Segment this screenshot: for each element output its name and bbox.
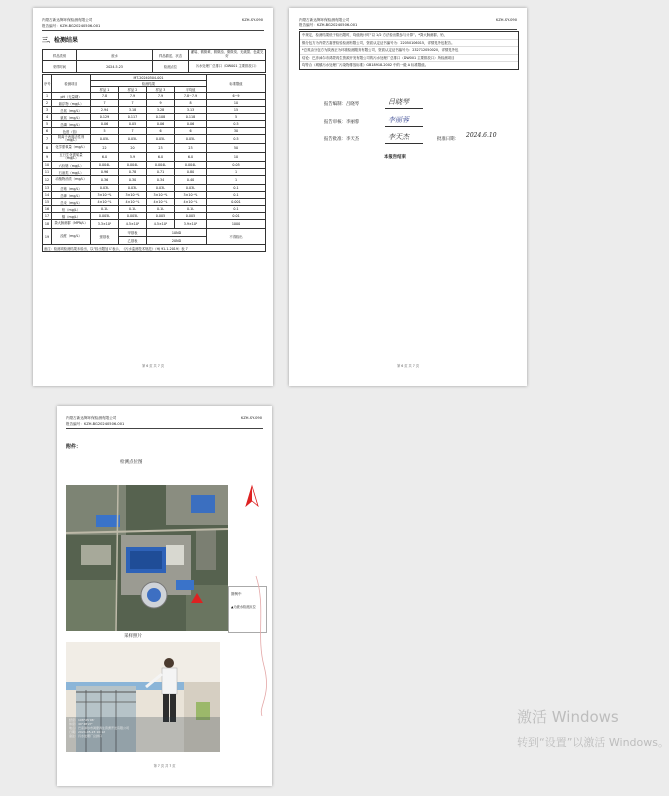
- page-footer: 第 7 页 共 7 页: [153, 764, 176, 768]
- meta-label: 样品类别: [43, 50, 77, 61]
- cell-s2: 0.117: [119, 114, 147, 121]
- company-name: 内蒙古新达辉环保检测有限公司: [299, 18, 350, 22]
- cell-limit: 0.05: [207, 162, 266, 169]
- cell-s3: 0.1L: [147, 206, 175, 213]
- cell-s1: 0.03L: [91, 185, 119, 192]
- conclusion-line: *总氮由分包方为陕西正为环境检测服务有限公司，资质认定证书编号为：232712050020，详情见外包: [300, 47, 518, 55]
- cell-s2: 20: [119, 144, 147, 153]
- table-row: [43, 107, 266, 114]
- table-row: [43, 169, 266, 176]
- cell-no: 16: [43, 206, 52, 213]
- cell-item: 石油类（mg/L）: [52, 169, 91, 176]
- table-row: [43, 206, 266, 213]
- cell-limit: 0.5: [207, 135, 266, 144]
- cell-no: 15: [43, 199, 52, 206]
- cell-s3: 4.5×10²: [147, 220, 175, 229]
- cell-s1: 0.06: [91, 121, 119, 128]
- table-row: [43, 100, 266, 107]
- cell-s1: 0.005L: [91, 213, 119, 220]
- cell-s2: 3.18: [119, 107, 147, 114]
- cell-s1: 7.8: [91, 93, 119, 100]
- signature-line: [385, 143, 423, 144]
- activate-windows-title: 激活 Windows: [517, 708, 619, 726]
- company-name: 内蒙古新达辉环保检测有限公司: [66, 416, 117, 420]
- cell-item: 总氮（mg/L）: [52, 107, 91, 114]
- cell-s3: 0.71: [147, 169, 175, 176]
- table-row: [43, 199, 266, 206]
- cell-avg: 0.40: [175, 176, 207, 185]
- cell-s2: 0.1L: [119, 206, 147, 213]
- report-number: 报告编号：KZH-BG20240506-001: [66, 422, 125, 426]
- meta-label: 检测点位: [153, 61, 189, 73]
- conclusion-box: [299, 31, 519, 70]
- cell-s2: 0.005L: [119, 213, 147, 220]
- table-row: [43, 176, 266, 185]
- caption-line: 纬度：40°48′27″: [69, 722, 93, 726]
- cell-s2: 7.9: [119, 93, 147, 100]
- header-rule: [299, 29, 517, 30]
- cell-item: 总汞（mg/L）: [52, 199, 91, 206]
- row-19-v2: 20ND: [147, 237, 207, 245]
- map-title: 检测点位图: [120, 460, 143, 465]
- cell-s3: 0.06: [147, 121, 175, 128]
- photo-title: 采样照片: [124, 634, 142, 639]
- col-header-average: 平均值: [175, 87, 207, 93]
- sample-id: MT-20240504-001: [91, 75, 207, 81]
- meta-value: 废水: [77, 50, 153, 61]
- cell-s2: 7: [119, 128, 147, 135]
- detection-point-map: [66, 485, 228, 631]
- cell-item: pH（无量纲）: [52, 93, 91, 100]
- row-19-no: 19: [43, 229, 52, 245]
- cell-limit: 0.01: [207, 213, 266, 220]
- attachment-label: 附件：: [66, 444, 82, 450]
- cell-no: 18: [43, 220, 52, 229]
- cell-s1: 0.05L: [91, 135, 119, 144]
- cell-s2: 0.004L: [119, 162, 147, 169]
- satellite-image: [66, 485, 228, 631]
- cell-item: 阴离子表面活性剂（mg/L）: [52, 135, 91, 144]
- cell-s3: 4×10⁻⁵L: [147, 199, 175, 206]
- cell-no: 10: [43, 162, 52, 169]
- cell-s2: 0.30: [119, 176, 147, 185]
- approver-label: 报告批准：李天杰: [324, 137, 360, 142]
- signature-line: [385, 108, 423, 109]
- meta-label: 采样时间: [43, 61, 77, 73]
- row-19-sub1: 甲基表: [119, 229, 147, 237]
- report-number: 报告编号：KZH-BG20240506-001: [42, 24, 101, 28]
- cell-no: 6: [43, 128, 52, 135]
- approve-date-label: 批准日期：: [437, 137, 459, 142]
- cell-s1: 4×10⁻⁵L: [91, 199, 119, 206]
- table-row: [43, 121, 266, 128]
- cell-s1: 5: [91, 128, 119, 135]
- cell-limit: 0.1: [207, 192, 266, 199]
- cell-limit: 0.1: [207, 185, 266, 192]
- cell-s3: 9: [147, 100, 175, 107]
- cell-avg: 0.118: [175, 114, 207, 121]
- cell-no: 4: [43, 114, 52, 121]
- cell-s3: 0.34: [147, 176, 175, 185]
- cell-s3: 0.05L: [147, 135, 175, 144]
- cell-avg: 0.004L: [175, 162, 207, 169]
- cell-no: 12: [43, 176, 52, 185]
- cell-no: 2: [43, 100, 52, 107]
- conclusion-line: 均符合《城镇污水处理厂污染物排放标准》GB18918-2002 中的一级 A 标准限值。: [302, 63, 429, 68]
- header-rule: [66, 428, 263, 429]
- cell-item: 悬浮物（mg/L）: [52, 100, 91, 107]
- cell-no: 7: [43, 135, 52, 144]
- signature-line: [385, 126, 423, 127]
- row-19-main: 颈基表: [91, 229, 119, 245]
- cell-limit: 30: [207, 128, 266, 135]
- caption-line: 备注：污水处理厂总排口: [69, 734, 103, 738]
- doc-code: KZH-SY-090: [241, 18, 263, 22]
- cell-s1: 2.94: [91, 107, 119, 114]
- cell-no: 11: [43, 169, 52, 176]
- cell-avg: 3.13: [175, 107, 207, 114]
- cell-s1: 3.3×10²: [91, 220, 119, 229]
- conclusion-line: 镉分包方为内蒙古嘉誉检验检测有限公司，资质认定证书编号为：22050106015，详情见外包报告。: [300, 40, 518, 48]
- table-row: [43, 114, 266, 121]
- col-header-sample-2: 样品 2: [119, 87, 147, 93]
- cell-s1: 0.004L: [91, 162, 119, 169]
- cell-limit: 10: [207, 153, 266, 162]
- cell-avg: 0.05L: [175, 135, 207, 144]
- cell-item: 粪大肠菌群（MPN/L）: [52, 220, 91, 229]
- cell-limit: 0.001: [207, 199, 266, 206]
- cell-item: 镉（mg/L）: [52, 213, 91, 220]
- report-page-7: [57, 406, 272, 786]
- cell-s1: 7: [91, 100, 119, 107]
- page-footer: 第 6 页 共 7 页: [397, 364, 419, 368]
- row-19-sub2: 乙基表: [119, 237, 147, 245]
- cell-item: 色度（倍）: [52, 128, 91, 135]
- cell-avg: 3×10⁻⁴L: [175, 192, 207, 199]
- cell-s2: 3×10⁻⁴L: [119, 192, 147, 199]
- cell-limit: 15: [207, 107, 266, 114]
- sampling-photo: [66, 642, 220, 752]
- cell-item: 动植物油类（mg/L）: [52, 176, 91, 185]
- cell-s3: 6: [147, 128, 175, 135]
- table-row: [43, 192, 266, 199]
- cell-s1: 22: [91, 144, 119, 153]
- cell-avg: 7.8~7.9: [175, 93, 207, 100]
- cell-limit: 10: [207, 100, 266, 107]
- cell-limit: 0.5: [207, 121, 266, 128]
- table-row: [43, 162, 266, 169]
- cell-s2: 4.5×10²: [119, 220, 147, 229]
- cell-no: 9: [43, 153, 52, 162]
- cell-avg: 0.03L: [175, 185, 207, 192]
- cell-s1: 6.0: [91, 153, 119, 162]
- cell-no: 8: [43, 144, 52, 153]
- cell-item: 五日生化需氧量（mg/L）: [52, 153, 91, 162]
- photo-watermark-caption: [69, 718, 129, 738]
- cell-s2: 7: [119, 100, 147, 107]
- cell-no: 5: [43, 121, 52, 128]
- cell-s3: 0.108: [147, 114, 175, 121]
- table-row: [43, 153, 266, 162]
- caption-line: 地点：巴彦淖尔市鸿蒙再生资源开发有限公司: [69, 726, 130, 730]
- cell-avg: 0.06: [175, 121, 207, 128]
- cell-s3: 3×10⁻⁴L: [147, 192, 175, 199]
- cell-avg: 3.9×10²: [175, 220, 207, 229]
- end-of-report: 本报告结束: [384, 155, 406, 160]
- cell-avg: 0.1L: [175, 206, 207, 213]
- cell-item: 总磷（mg/L）: [52, 121, 91, 128]
- cell-s1: 0.36: [91, 176, 119, 185]
- cell-s3: 0.004L: [147, 162, 175, 169]
- cell-limit: 1: [207, 176, 266, 185]
- north-arrow-icon: [245, 486, 259, 508]
- caption-line: 日期：2024-05-23 10:12: [69, 730, 106, 734]
- cell-s2: 4×10⁻⁵L: [119, 199, 147, 206]
- caption-line: 经度：108°25′06″: [69, 718, 95, 722]
- cell-s3: 6.0: [147, 153, 175, 162]
- cell-avg: 23: [175, 144, 207, 153]
- result-table: [42, 74, 266, 252]
- report-number: 报告编号：KZH-BG20240506-001: [299, 23, 358, 27]
- report-page-6: [33, 8, 273, 386]
- table-row: [43, 220, 266, 229]
- remark: 备注：检测项检测结果未检出，以“检出限加 L”表示，《污水监测技术规范》（HJ 91.1-2019）表 7: [43, 245, 266, 252]
- table-row: [43, 185, 266, 192]
- cell-s3: 23: [147, 144, 175, 153]
- row-19-item: 浊度（mg/L）: [52, 229, 91, 245]
- cell-item: 总砷（mg/L）: [52, 192, 91, 199]
- cell-s1: 0.1L: [91, 206, 119, 213]
- cell-avg: 4×10⁻⁵L: [175, 199, 207, 206]
- meta-label: 样品描述、状态: [153, 50, 189, 61]
- cell-s2: 0.05L: [119, 135, 147, 144]
- cell-item: 总铬（mg/L）: [52, 185, 91, 192]
- cell-no: 3: [43, 107, 52, 114]
- cell-no: 1: [43, 93, 52, 100]
- cell-s1: 0.129: [91, 114, 119, 121]
- cell-item: 六价铬（mg/L）: [52, 162, 91, 169]
- cell-no: 13: [43, 185, 52, 192]
- table-row: [43, 128, 266, 135]
- cell-s2: 0.05: [119, 121, 147, 128]
- cell-s3: 7.9: [147, 93, 175, 100]
- col-header-sample-3: 样品 3: [147, 87, 175, 93]
- row-19-v1: 10ND: [147, 229, 207, 237]
- table-row: [43, 135, 266, 144]
- cell-s1: 3×10⁻⁴L: [91, 192, 119, 199]
- col-header-sample-1: 样品 1: [91, 87, 119, 93]
- approve-date: 2024.6.10: [466, 132, 497, 139]
- meta-value: 2024.5.23: [77, 61, 153, 73]
- cell-avg: 8: [175, 100, 207, 107]
- approver-signature: 李天杰: [388, 133, 409, 141]
- table-row: [43, 93, 266, 100]
- meta-value: 污水处理厂总排口（DW001 主要排放口）: [189, 61, 266, 73]
- cell-s3: 0.03L: [147, 185, 175, 192]
- col-header-no: 序号: [43, 75, 52, 93]
- compiler-signature: 吕晓琴: [388, 98, 409, 106]
- conclusion-line: 结论：巴彦淖尔市鸿蒙再生资源开发有限公司的污水处理厂总排口（DW001 主要排放口）所检测项目: [300, 55, 518, 63]
- legend-title: 图例中: [231, 592, 242, 596]
- reviewer-label: 报告审核：李丽蓉: [324, 120, 360, 125]
- cell-s2: 0.78: [119, 169, 147, 176]
- page-footer: 第 6 页 共 7 页: [142, 364, 164, 368]
- cell-avg: 6.0: [175, 153, 207, 162]
- binding-mark: [254, 576, 268, 716]
- col-header-limit: 标准限值: [207, 75, 266, 93]
- conclusion-line: 中规定，检测结果低于检出限时，均值统计时“以 1/2 方法检出限参与计算”。*粪大肠菌群、铅、: [300, 32, 518, 40]
- cell-item: 化学需氧量（mg/L）: [52, 144, 91, 153]
- cell-limit: 5: [207, 114, 266, 121]
- cell-item: 氨氮（mg/L）: [52, 114, 91, 121]
- cell-limit: 0.1: [207, 206, 266, 213]
- cell-s3: 3.28: [147, 107, 175, 114]
- cell-limit: 1000: [207, 220, 266, 229]
- cell-s1: 0.96: [91, 169, 119, 176]
- cell-s2: 5.9: [119, 153, 147, 162]
- table-row: [43, 213, 266, 220]
- cell-limit: 50: [207, 144, 266, 153]
- cell-no: 17: [43, 213, 52, 220]
- header-rule: [42, 30, 264, 31]
- cell-s3: 0.005: [147, 213, 175, 220]
- cell-limit: 6~9: [207, 93, 266, 100]
- cell-limit: 1: [207, 169, 266, 176]
- cell-item: 铅（mg/L）: [52, 206, 91, 213]
- cell-no: 14: [43, 192, 52, 199]
- col-header-item: 检测项目: [52, 75, 91, 93]
- company-name: 内蒙古新达辉环保检测有限公司: [42, 18, 93, 22]
- meta-value: 灌装、微微黄、微微浊、微微臭、无破损、色素完好: [189, 50, 266, 61]
- section-title: 三、检测结果: [42, 37, 79, 44]
- row-19-limit: 不得检出: [207, 229, 266, 245]
- reviewer-signature: 李丽蓉: [388, 116, 409, 124]
- cell-s2: 0.03L: [119, 185, 147, 192]
- legend-item: ▲为废水检测点位: [231, 605, 256, 609]
- cell-avg: 6: [175, 128, 207, 135]
- cell-avg: 0.80: [175, 169, 207, 176]
- sample-meta-table: [42, 49, 266, 73]
- doc-code: KZH-SY-090: [240, 416, 262, 420]
- doc-code: KZH-SY-090: [495, 18, 517, 22]
- activate-windows-subtitle: 转到“设置”以激活 Windows。: [517, 736, 669, 749]
- table-row: [43, 144, 266, 153]
- result-label: 检测结果: [91, 81, 207, 87]
- report-page-6b: [289, 8, 527, 386]
- compiler-label: 报告编制：吕晓琴: [324, 102, 360, 107]
- cell-avg: 0.005: [175, 213, 207, 220]
